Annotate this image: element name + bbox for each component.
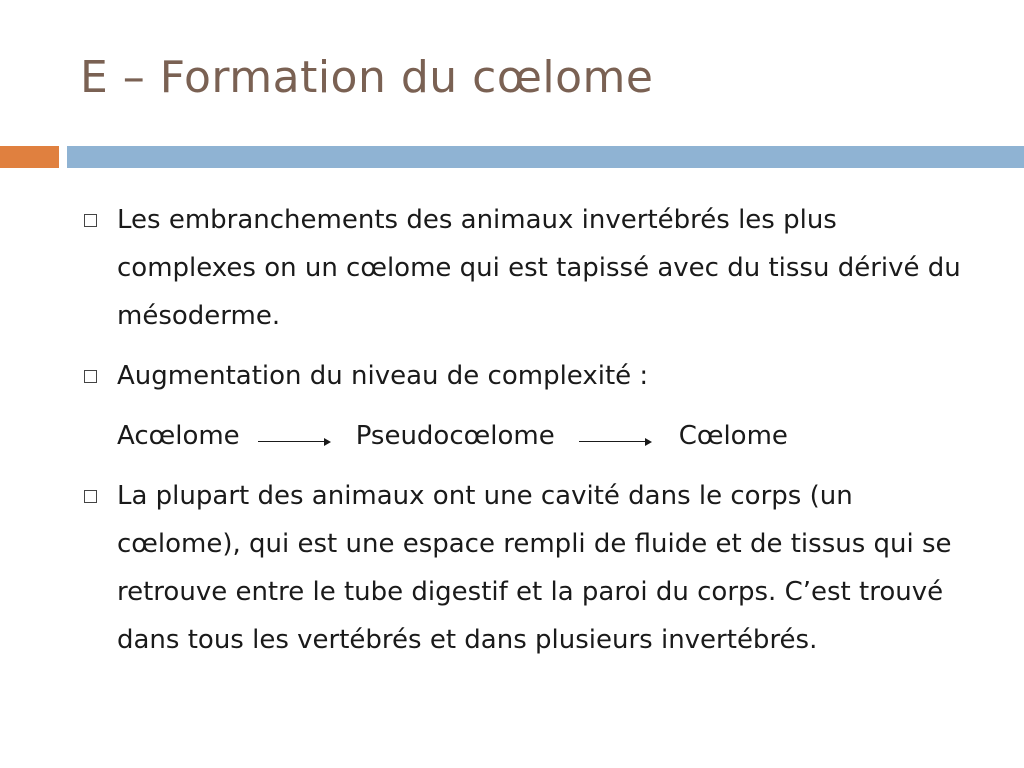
progression-step-coelome: Cœlome: [678, 421, 788, 451]
bullet-item: [80, 352, 980, 400]
slide-title: E – Formation du cœlome: [80, 52, 654, 103]
slide-content: [80, 196, 980, 664]
bullet-text: Augmentation du niveau de complexité :: [117, 361, 649, 391]
progression-step-acoelome: Acœlome: [117, 421, 240, 451]
bullet-item: [80, 196, 980, 340]
bullet-item: [80, 472, 980, 664]
right-arrow-icon: [579, 412, 651, 460]
hollow-square-bullet-icon: [84, 214, 97, 227]
title-accent-bar: [0, 146, 59, 168]
progression-step-pseudocoelome: Pseudocœlome: [355, 421, 555, 451]
title-divider-bar: [67, 146, 1024, 168]
bullet-text: La plupart des animaux ont une cavité dans le corps (un cœlome), qui est une espace rempli de fluide et de tissus qui se retrouve entre le tube digestif et la paroi du corps. C’est trouvé dans tous les vertébrés et dans plusieurs invertébrés.: [117, 481, 952, 655]
bullet-text: Les embranchements des animaux invertébrés les plus complexes on un cœlome qui est tapissé avec du tissu dérivé du mésoderme.: [117, 205, 961, 331]
complexity-progression: [117, 412, 980, 460]
hollow-square-bullet-icon: [84, 490, 97, 503]
hollow-square-bullet-icon: [84, 370, 97, 383]
right-arrow-icon: [258, 412, 330, 460]
